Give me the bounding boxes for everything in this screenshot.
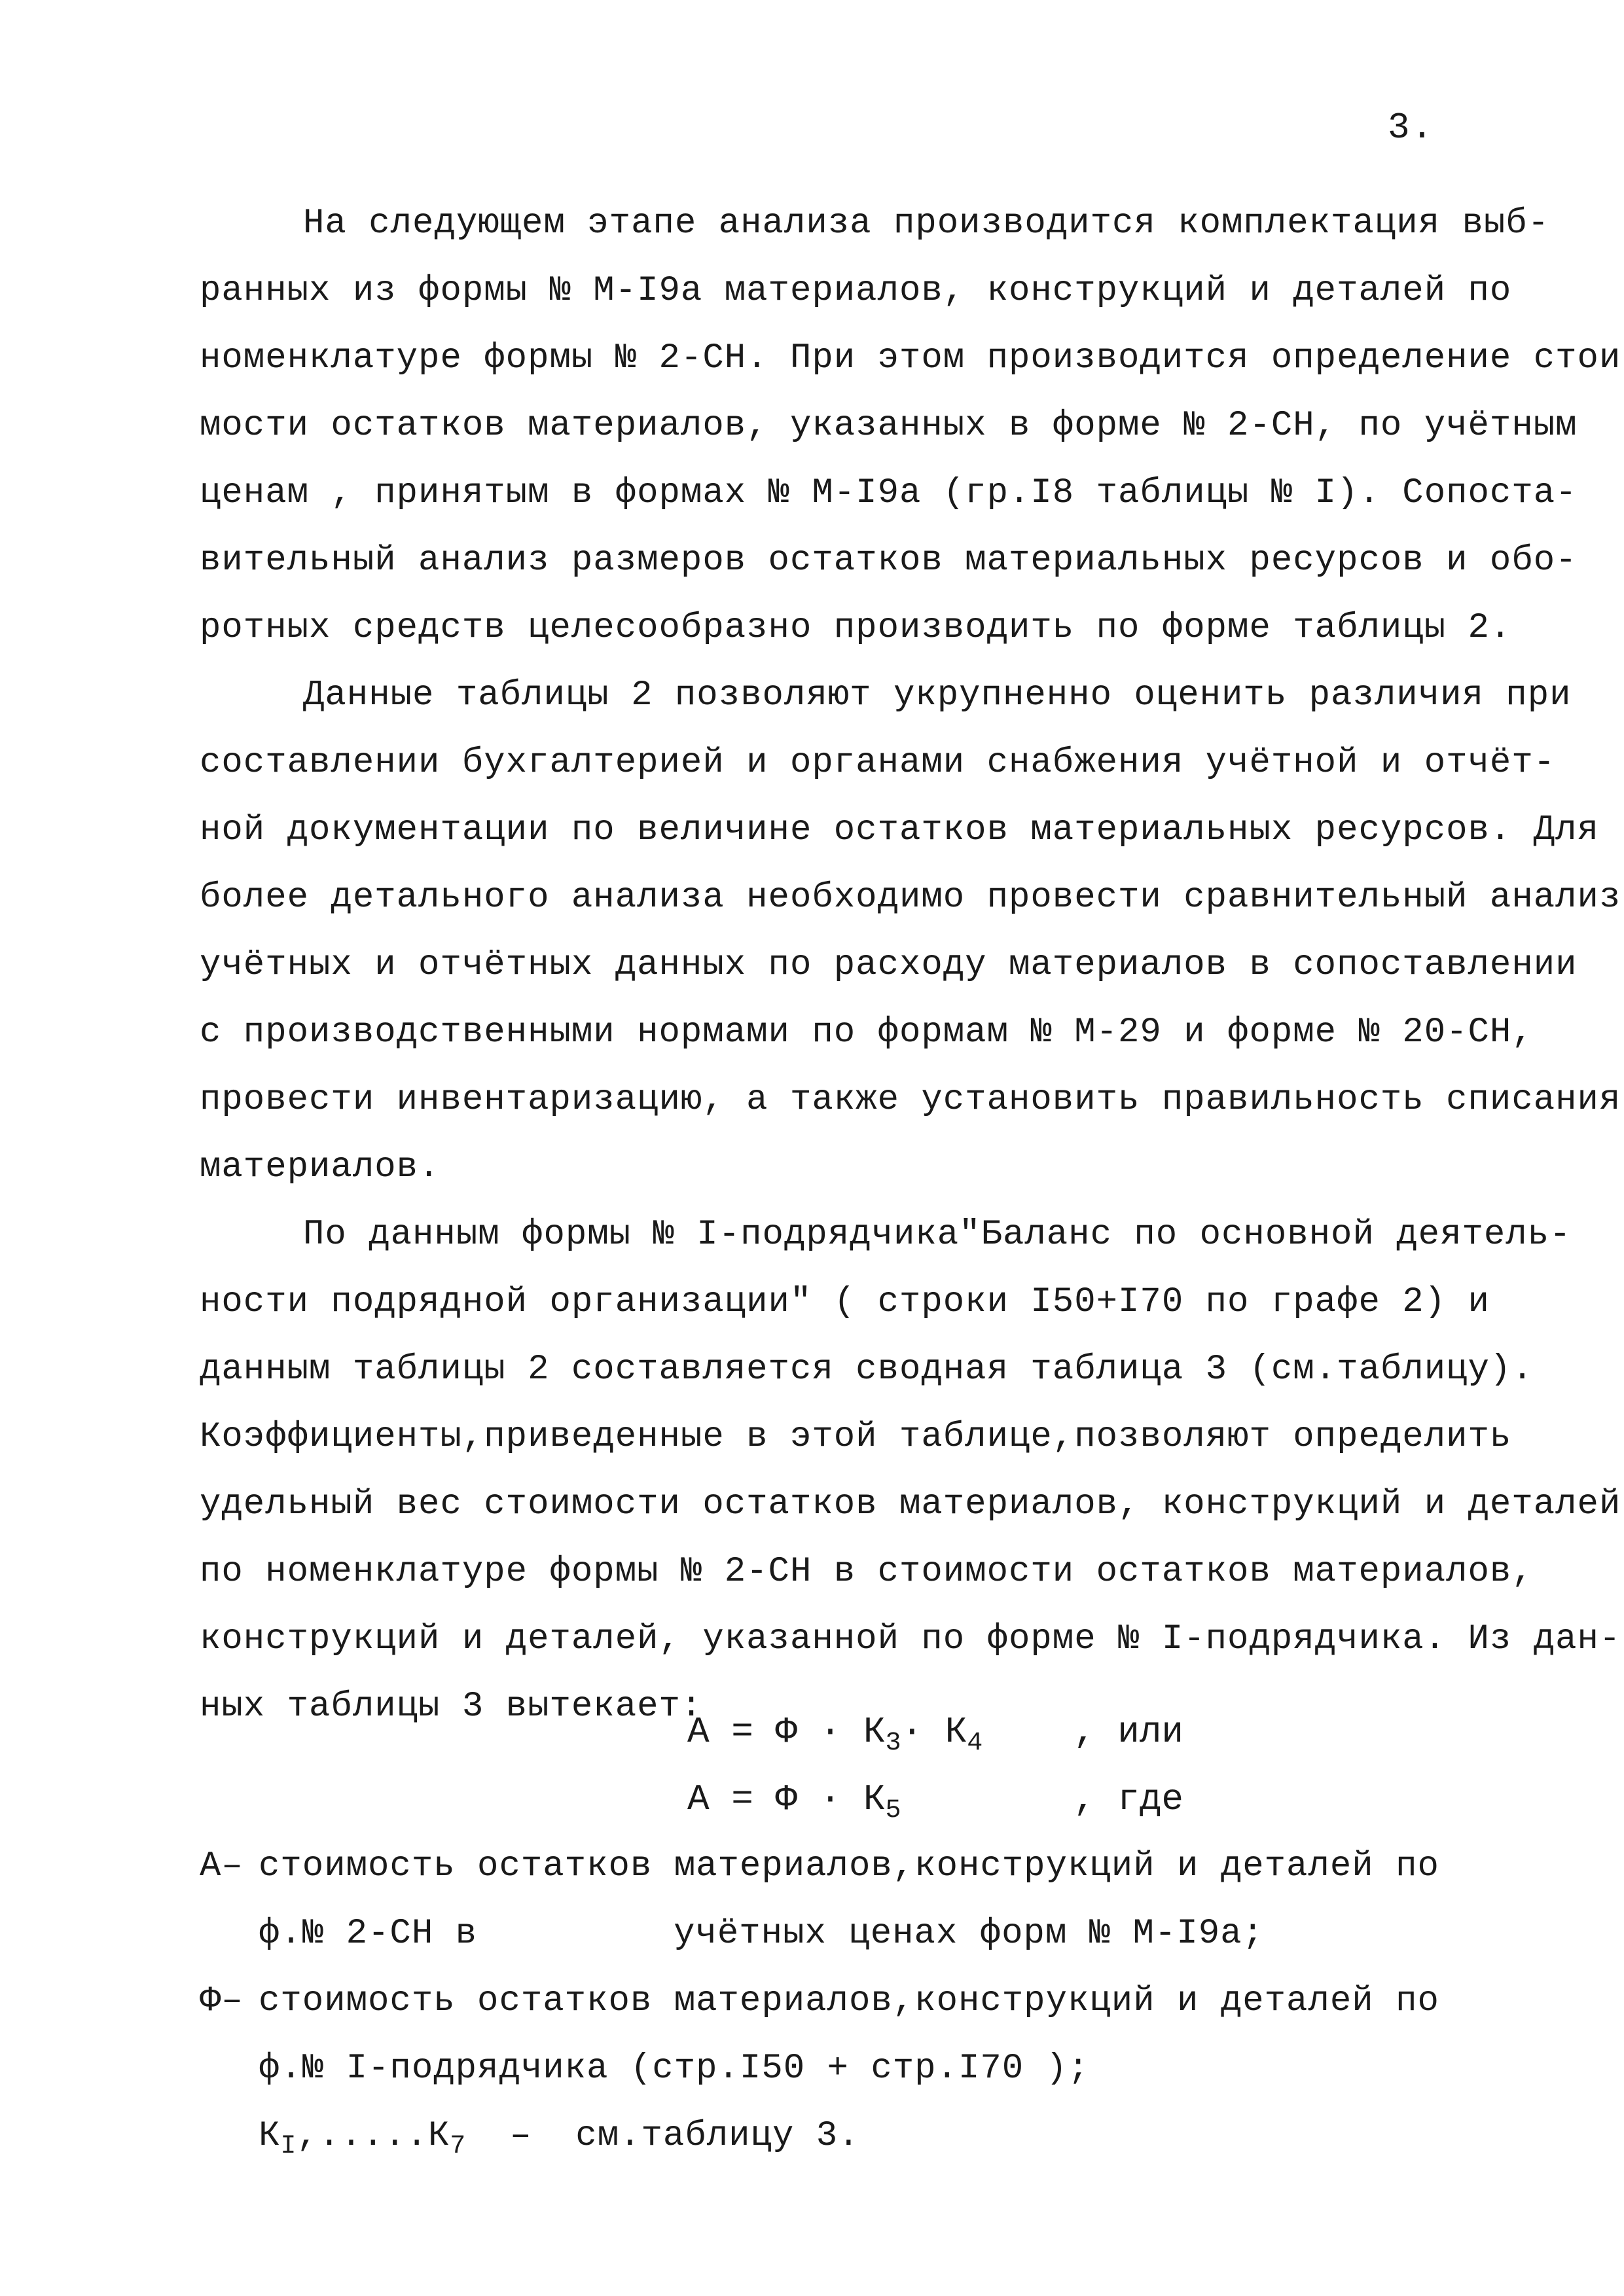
formula-1-tail: , или [1074, 1711, 1184, 1753]
formula-2-tail: , где [1074, 1778, 1184, 1820]
formula-1-sub-1: 3 [885, 1729, 901, 1758]
paragraph-3-line-4: Коэффициенты,приведенные в этой таблице,позволяют определить [200, 1417, 1512, 1457]
paragraph-2-line-2: составлении бухгалтерией и органами снабжения учётной и отчёт- [200, 743, 1556, 783]
paragraph-3-line-1: По данным формы № I-подрядчика"Баланс по основной деятель- [303, 1215, 1572, 1255]
k-last-sub: 7 [450, 2132, 467, 2161]
definition-a-text: стоимость остатков материалов,конструкций и деталей по [259, 1846, 1439, 1886]
paragraph-3-line-8: ных таблицы 3 вытекает: [200, 1687, 703, 1727]
paragraph-3-line-5: удельный вес стоимости остатков материалов, конструкций и деталей [200, 1484, 1621, 1524]
formula-1-mid: · К [901, 1711, 967, 1753]
definition-f-cont-1: ф.№ I-подрядчика (стр.I50 + стр.I70 ); [259, 2049, 1090, 2089]
definition-a-cont-1: ф.№ 2-СН в [259, 1914, 478, 1954]
definition-f-line-2 [200, 2035, 1522, 2102]
paragraph-1-line-4: мости остатков материалов, указанных в форме № 2-СН, по учётным [200, 406, 1578, 446]
paragraph-1-line-3: номенклатуре формы № 2-СН. При этом производится определение стои [200, 338, 1621, 378]
k-first: К [259, 2116, 281, 2156]
paragraph-3-line-7: конструкций и деталей, указанной по форме № I-подрядчика. Из дан- [200, 1619, 1621, 1659]
k-first-sub: I [280, 2132, 297, 2161]
paragraph-3-line-3: данным таблицы 2 составляется сводная таблица 3 (см.таблицу). [200, 1350, 1534, 1390]
definition-a-term: А– [200, 1846, 244, 1886]
paragraph-2-line-3: ной документации по величине остатков материальных ресурсов. Для [200, 810, 1599, 850]
definitions-block [200, 1833, 1522, 2170]
formula-1-sub-2: 4 [967, 1729, 983, 1758]
definition-a-line-2 [200, 1900, 1522, 1967]
paragraph-3-line-2: ности подрядной организации" ( строки I50+I70 по графе 2) и [200, 1282, 1490, 1322]
k-range-line [200, 2102, 1522, 2170]
formula-2 [687, 1766, 1407, 1833]
k-dots: ,.....К [297, 2116, 450, 2156]
body-text [200, 190, 1621, 1740]
paragraph-3-line-6: по номенклатуре формы № 2-СН в стоимости остатков материалов, [200, 1552, 1534, 1592]
paragraph-2-line-7: провести инвентаризацию, а также установить правильность списания [200, 1080, 1621, 1120]
paragraph-1-line-6: вительный анализ размеров остатков материальных ресурсов и обо- [200, 541, 1578, 581]
definition-a-cont-2: учётных ценах форм № М-I9а; [674, 1914, 1265, 1954]
formula-block [687, 1698, 1407, 1833]
paragraph-2-line-1: Данные таблицы 2 позволяют укрупненно оценить различия при [303, 675, 1572, 715]
formula-2-lhs: А = Ф · К [687, 1778, 886, 1820]
paragraph-1-line-2: ранных из формы № М-I9а материалов, конструкций и деталей по [200, 271, 1512, 311]
paragraph-1-line-1: На следующем этапе анализа производится комплектация выб- [303, 204, 1550, 243]
paragraph-2-line-8: материалов. [200, 1147, 441, 1187]
paragraph-1-line-7: ротных средств целесообразно производить по форме таблицы 2. [200, 608, 1512, 648]
formula-1-lhs: А = Ф · К [687, 1711, 886, 1753]
paragraph-2-line-6: с производственными нормами по формам № М-29 и форме № 20-СН, [200, 1013, 1534, 1052]
definition-f-term: Ф– [200, 1981, 244, 2021]
page-number: 3. [1388, 107, 1435, 149]
definition-f-text: стоимость остатков материалов,конструкций и деталей по [259, 1981, 1439, 2021]
paragraph-2-line-4: более детального анализа необходимо провести сравнительный анализ [200, 878, 1621, 918]
formula-2-sub-1: 5 [885, 1796, 901, 1825]
k-range-text: – см.таблицу 3. [466, 2116, 860, 2156]
paragraph-1-line-5: ценам , принятым в формах № М-I9а (гр.I8 таблицы № I). Сопоста- [200, 473, 1578, 513]
definition-a-line-1 [200, 1833, 1522, 1900]
formula-1 [687, 1698, 1407, 1766]
definition-f-line-1 [200, 1967, 1522, 2035]
paragraph-2-line-5: учётных и отчётных данных по расходу материалов в сопоставлении [200, 945, 1578, 985]
